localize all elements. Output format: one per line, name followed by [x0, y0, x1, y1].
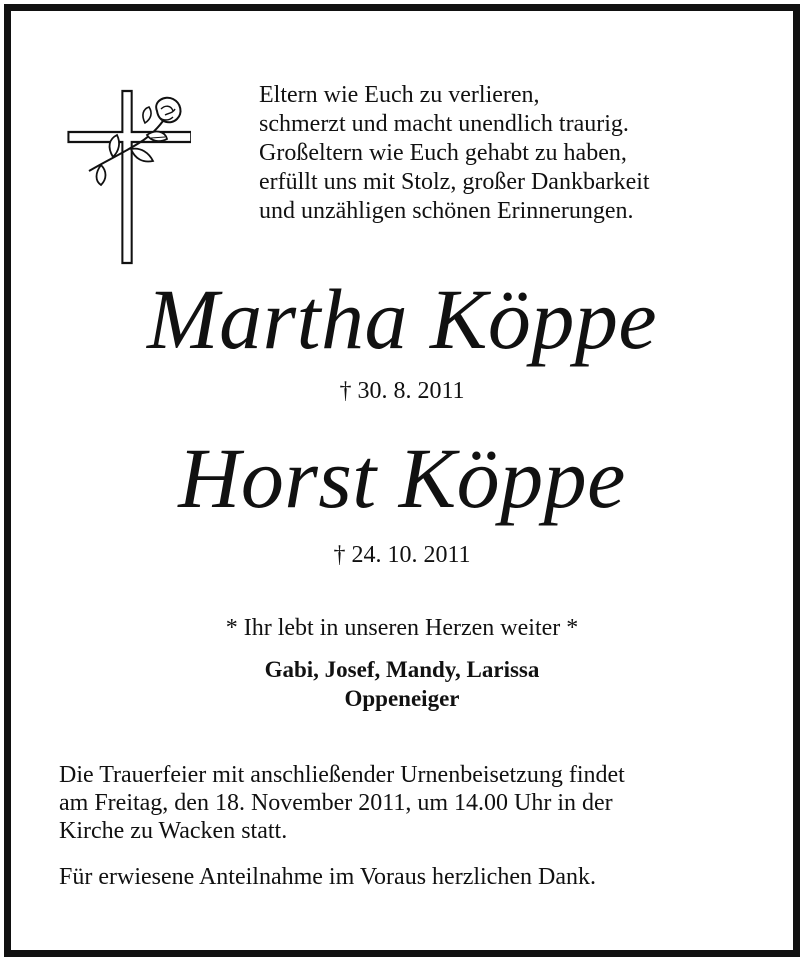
poem-line: Großeltern wie Euch gehabt zu haben, [259, 140, 627, 166]
poem-line: Eltern wie Euch zu verlieren, [259, 82, 540, 108]
poem-text [259, 81, 759, 226]
death-date-martha: † 30. 8. 2011 [339, 378, 465, 404]
deceased-name-horst: Horst Köppe [178, 430, 626, 526]
service-line: Die Trauerfeier mit anschließender Urnenbeisetzung findet [59, 762, 625, 788]
service-line: Kirche zu Wacken statt. [59, 818, 288, 844]
service-line: am Freitag, den 18. November 2011, um 14.00 Uhr in der [59, 790, 613, 816]
cross-with-rose-icon [61, 83, 191, 273]
poem-line: und unzähligen schönen Erinnerungen. [259, 198, 634, 224]
mourners-names: Gabi, Josef, Mandy, Larissa [264, 657, 540, 682]
poem-line: schmerzt und macht unendlich traurig. [259, 111, 629, 137]
funeral-service-info [59, 761, 769, 845]
mourners-surname: Oppeneiger [344, 686, 460, 711]
death-date-horst: † 24. 10. 2011 [333, 542, 471, 568]
poem-line: erfüllt uns mit Stolz, großer Dankbarkeit [259, 169, 650, 195]
thanks-note: Für erwiesene Anteilnahme im Voraus herzlichen Dank. [59, 864, 596, 890]
deceased-name-martha: Martha Köppe [146, 271, 658, 367]
memorial-motto: * Ihr lebt in unseren Herzen weiter * [225, 615, 579, 641]
obituary-notice [4, 4, 800, 957]
